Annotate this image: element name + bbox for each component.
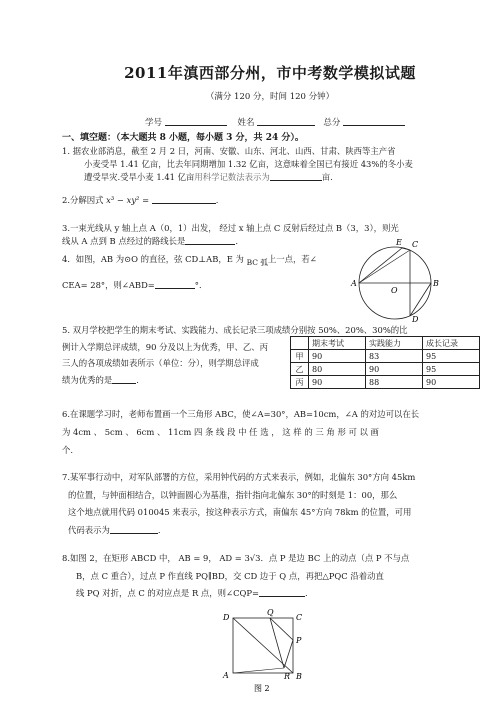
- q6-line1: 6.在课题学习时，老师布置画一个三角形 ABC，使∠A=30°，AB=10cm，∠A 的对边可以在长: [62, 409, 420, 419]
- row-label: 甲: [291, 350, 309, 363]
- q7-line4-end: .: [157, 524, 161, 535]
- rect-label-a: A: [223, 671, 229, 680]
- q4-line1: [62, 253, 317, 267]
- label-b: B: [433, 279, 439, 288]
- student-info-fields: [145, 116, 405, 128]
- table-row: [291, 376, 480, 389]
- q4-line1-b: 上一点，若∠: [267, 254, 317, 264]
- question-4: [62, 253, 317, 292]
- q2-suffix: .: [215, 195, 219, 205]
- q4-line2: [62, 279, 317, 292]
- q7-line1: 7.某军事行动中，对军队部署的方位，采用钟代码的方式来表示，例如，北偏东 30°方向 45km: [62, 472, 416, 482]
- q8-line1: 8.如图 2，在矩形 ABCD 中， AB = 9， AD = 3√3．点 P 是边 BC 上的动点（点 P 不与点: [62, 553, 410, 563]
- q7-line3: 这个地点就用代码 010045 来表示，按这种表示方式，南偏东 45°方向 78km 的位置，可用: [68, 507, 412, 517]
- q7-line2: 的位置，与钟面相结合，以钟面圆心为基准，指针指向北偏东 30°的时刻是 1：00，那么: [68, 489, 398, 500]
- name-blank[interactable]: [257, 116, 315, 126]
- q7-line4: [62, 522, 415, 540]
- rect-label-r: R: [284, 672, 291, 681]
- table-corner: [291, 337, 309, 350]
- q1-line1: 1. 据农业部消息，截至 2 月 2 日，河南、安徽、山东、河北、山西、甘肃、陕西等主产省: [62, 146, 396, 156]
- q5-line1: 5. 双月学校把学生的期末考试、实践能力、成长记录三项成绩分别按 50%、20%、30%的比: [62, 325, 408, 335]
- q4-line1-a: 4．如图，AB 为⊙O 的直径，弦 CD⊥AB，E 为: [62, 254, 244, 264]
- q1-line3-end: 亩.: [321, 171, 333, 182]
- q1-line3: [62, 171, 413, 184]
- table-cell: 88: [366, 376, 423, 389]
- q2-answer-blank[interactable]: [152, 194, 216, 204]
- name-label: 姓名: [237, 118, 255, 128]
- score-blank[interactable]: [343, 116, 405, 126]
- rect-label-b: B: [296, 672, 302, 681]
- q4-answer-blank[interactable]: [155, 279, 195, 289]
- q8-line3-end: .: [305, 588, 308, 598]
- table-header-cell: 期末考试: [309, 337, 366, 350]
- table-row: [291, 350, 480, 363]
- question-2: [62, 194, 218, 207]
- diagonal-bd: [233, 618, 293, 673]
- table-header-cell: 实践能力: [366, 337, 423, 350]
- segment-pr: [284, 640, 293, 668]
- table-cell: 90: [366, 363, 423, 376]
- q8-answer-blank[interactable]: [259, 587, 305, 597]
- rectangle-figure: [218, 608, 308, 694]
- figure-caption: 图 2: [254, 684, 270, 693]
- rect-label-q: Q: [267, 608, 274, 617]
- label-e: E: [396, 238, 402, 247]
- row-label: 丙: [291, 376, 309, 389]
- score-label: 总分: [323, 118, 341, 128]
- q8-line2: B，点 C 重合），过点 P 作直线 PQ∥BD，交 CD 边于 Q 点，再把△PQC 沿着动直: [76, 570, 384, 581]
- label-a: A: [351, 279, 357, 288]
- segment-ae: [359, 248, 402, 283]
- question-1: [62, 145, 413, 183]
- q8-line3-text: 线 PQ 对折，点 C 的对应点是 R 点，则∠CQP=: [76, 588, 260, 598]
- table-cell: 95: [423, 350, 480, 363]
- q2-prefix: 2.分解因式: [62, 195, 104, 205]
- q6-line2: 为 4cm 、 5cm 、 6cm 、 11cm 四 条 线 段 中 任 选 ， 这 样 的 三 角 形 可 以 画: [62, 427, 379, 437]
- q5-line4-end: .: [136, 374, 139, 385]
- exam-subtitle: （满分 120 分，时间 120 分钟）: [205, 92, 335, 102]
- exam-title: 2011年滇西部分州，市中考数学模拟试题: [124, 64, 416, 82]
- table-cell: 90: [309, 350, 366, 363]
- score-table: [290, 336, 480, 389]
- rect-label-d: D: [223, 613, 230, 622]
- q1-line2: 小麦受旱 1.41 亿亩，比去年同期增加 1.32 亿亩，这意味着全国已有接近 43%的冬小麦: [84, 158, 413, 169]
- q5-answer-blank[interactable]: [112, 374, 136, 384]
- rect-label-c: C: [296, 613, 303, 622]
- table-cell: 95: [423, 363, 480, 376]
- question-6: [62, 405, 419, 459]
- q2-expression: x³ − xy² =: [106, 195, 150, 205]
- q3-line2: 线从 A 点到 B 点经过的路线长是 .: [62, 235, 239, 246]
- q4-arc-label: BC 弧: [246, 258, 268, 267]
- q1-line3-gray: 用科学记数法表示为: [194, 171, 270, 182]
- circle-figure: [340, 236, 460, 322]
- student-id-label: 学号: [145, 118, 163, 128]
- table-row: [291, 363, 480, 376]
- label-c: C: [412, 240, 419, 249]
- segment-qr: [270, 618, 284, 668]
- q7-line4-text: 代码表示为: [68, 524, 110, 535]
- segment-ac: [359, 250, 410, 283]
- q4-line2-b: °．: [194, 279, 208, 290]
- q7-answer-blank[interactable]: [110, 524, 158, 534]
- q4-line2-a: CEA= 28°，则∠ABD=: [62, 279, 155, 290]
- table-cell: 90: [309, 376, 366, 389]
- question-7: [62, 469, 415, 539]
- rect-label-p: P: [296, 636, 302, 645]
- label-o: O: [391, 286, 398, 295]
- q1-answer-blank[interactable]: [270, 171, 322, 181]
- q5-line3: 三人的各项成绩如表所示（单位：分），则学期总评成: [62, 358, 259, 368]
- q3-line2-text: 线从 A 点到 B 点经过的路线长是: [62, 235, 186, 246]
- q8-line3: [62, 585, 409, 603]
- table-cell: 90: [423, 376, 480, 389]
- q3-line1: 3.一束光线从 y 轴上点 A（0，1）出发， 经过 x 轴上点 C 反射后经过点 B（3，3），则光: [62, 223, 399, 233]
- label-d: D: [412, 315, 419, 322]
- q5-line4-text: 绩为优秀的是: [62, 374, 113, 385]
- q1-line3-text: 遭受旱灾.受旱小麦 1.41 亿亩: [84, 171, 195, 182]
- segment-ec: [402, 248, 410, 250]
- segment-bd: [410, 283, 431, 316]
- q5-line2: 例计入学期总评成绩，90 分及以上为优秀，甲、乙、丙: [62, 341, 268, 352]
- table-cell: 80: [309, 363, 366, 376]
- q3-answer-blank[interactable]: [185, 235, 235, 245]
- table-header-cell: 成长记录: [423, 337, 480, 350]
- segment-ar: [233, 668, 284, 673]
- table-cell: 83: [366, 350, 423, 363]
- question-8: [62, 550, 409, 603]
- table-header-row: [291, 337, 480, 350]
- section-heading: 一、填空题：（本大题共 8 小题，每小题 3 分，共 24 分）。: [62, 133, 304, 143]
- student-id-blank[interactable]: [165, 116, 227, 126]
- row-label: 乙: [291, 363, 309, 376]
- q6-line3: 个.: [62, 445, 74, 455]
